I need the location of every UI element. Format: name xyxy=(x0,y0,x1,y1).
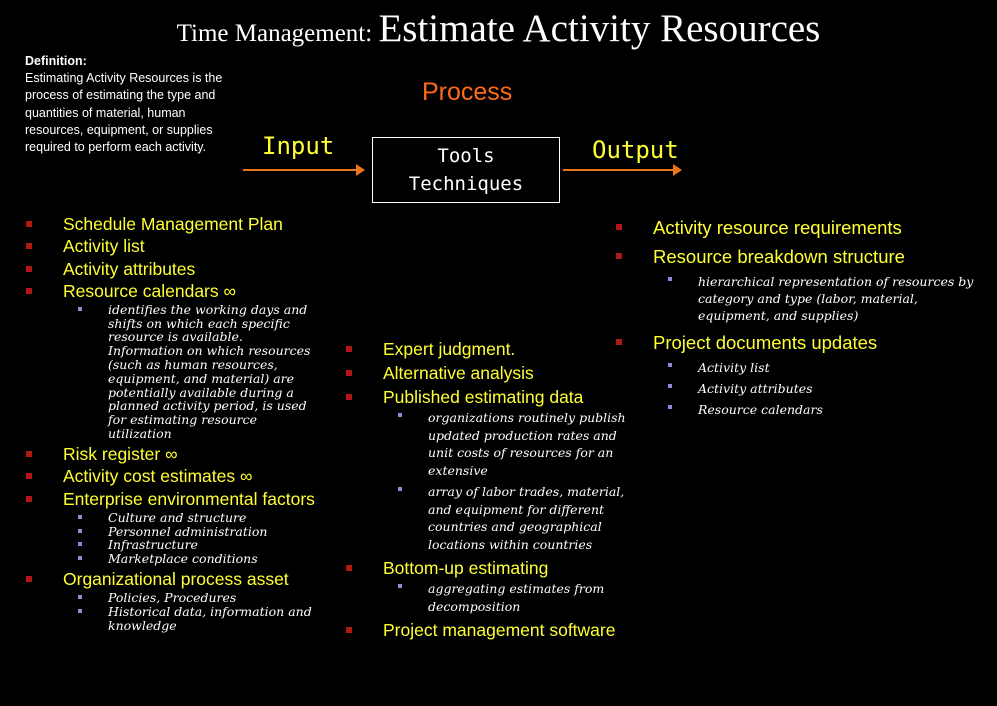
tools-box-line1: Tools xyxy=(437,145,495,167)
tools-subitem: organizations routinely publish updated production rates and unit costs of resources for an extensive xyxy=(383,409,630,479)
title-main: Estimate Activity Resources xyxy=(378,7,821,50)
tools-sublist xyxy=(383,580,630,615)
outputs-item xyxy=(615,247,985,324)
tools-subitem: array of labor trades, material, and equipment for different countries and geographical locations within countries xyxy=(383,483,630,553)
tools-item xyxy=(345,340,630,358)
definition-text: Estimating Activity Resources is the process of estimating the type and quantities of material, human resources, equipment, or supplies required to perform each activity. xyxy=(25,71,223,155)
tools-item-label: Project management software xyxy=(383,620,616,640)
inputs-item-label: Risk register ∞ xyxy=(63,444,178,465)
tools-sublist xyxy=(383,409,630,553)
tools-list xyxy=(345,340,630,639)
inputs-subitem: Infrastructure xyxy=(63,538,320,552)
inputs-list xyxy=(25,215,320,633)
inputs-item-label: Activity list xyxy=(63,236,145,257)
inputs-item-label: Organizational process asset xyxy=(63,569,289,590)
outputs-item-label: Resource breakdown structure xyxy=(653,246,905,267)
inputs-item xyxy=(25,260,320,278)
inputs-item xyxy=(25,467,320,485)
tools-item-label: Bottom-up estimating xyxy=(383,558,549,578)
tools-techniques-box xyxy=(372,137,560,203)
inputs-sublist xyxy=(63,511,320,566)
tools-item-label: Expert judgment. xyxy=(383,339,516,359)
outputs-subitem: hierarchical representation of resources by category and type (labor, material, equipment, and supplies) xyxy=(653,273,985,324)
tools-box-line2: Techniques xyxy=(408,173,524,195)
tools-item xyxy=(345,388,630,553)
inputs-item xyxy=(25,282,320,441)
tools-item xyxy=(345,364,630,382)
tools-item-label: Alternative analysis xyxy=(383,363,534,383)
tools-subitem: aggregating estimates from decomposition xyxy=(383,580,630,615)
tools-item xyxy=(345,621,630,639)
inputs-item-label: Schedule Management Plan xyxy=(63,214,283,234)
input-arrow-icon xyxy=(243,169,363,171)
inputs-item-label: Resource calendars ∞ xyxy=(63,280,236,301)
definition-heading: Definition: xyxy=(25,54,87,68)
outputs-item-label: Project documents updates xyxy=(653,332,878,353)
output-arrow-icon xyxy=(563,169,680,171)
tools-item xyxy=(345,559,630,615)
inputs-subitem: identifies the working days and shifts on which each specific resource is available. Information on which resources (such as human resources, equipment, and material) are potentially available during a planned activity period, is used for estimating resource utilization xyxy=(63,303,320,441)
inputs-item xyxy=(25,570,320,632)
tools-column xyxy=(345,340,630,645)
output-heading: Output xyxy=(592,136,679,164)
outputs-subitem: Activity list xyxy=(653,359,985,376)
tools-item-label: Published estimating data xyxy=(383,387,584,407)
outputs-sublist xyxy=(653,273,985,324)
outputs-item xyxy=(615,218,985,238)
inputs-item-label: Activity attributes xyxy=(63,258,196,279)
inputs-subitem: Marketplace conditions xyxy=(63,552,320,566)
outputs-subitem: Resource calendars xyxy=(653,401,985,418)
input-heading: Input xyxy=(262,132,335,160)
definition-block xyxy=(25,53,225,156)
outputs-sublist xyxy=(653,359,985,418)
inputs-item xyxy=(25,215,320,233)
outputs-subitem: Activity attributes xyxy=(653,380,985,397)
inputs-subitem: Culture and structure xyxy=(63,511,320,525)
outputs-column xyxy=(615,218,985,427)
inputs-subitem: Policies, Procedures xyxy=(63,591,320,605)
inputs-sublist xyxy=(63,303,320,441)
inputs-item xyxy=(25,237,320,255)
title-prefix: Time Management: xyxy=(176,20,379,47)
slide-title xyxy=(0,6,997,51)
outputs-item xyxy=(615,333,985,418)
outputs-item-label: Activity resource requirements xyxy=(653,217,902,238)
inputs-column xyxy=(25,215,320,637)
inputs-item-label: Activity cost estimates ∞ xyxy=(63,466,253,487)
inputs-item-label: Enterprise environmental factors xyxy=(63,488,315,509)
inputs-item xyxy=(25,490,320,566)
inputs-sublist xyxy=(63,591,320,632)
process-label: Process xyxy=(422,78,513,106)
inputs-subitem: Historical data, information and knowledge xyxy=(63,605,320,633)
inputs-subitem: Personnel administration xyxy=(63,525,320,539)
outputs-list xyxy=(615,218,985,418)
inputs-item xyxy=(25,445,320,463)
